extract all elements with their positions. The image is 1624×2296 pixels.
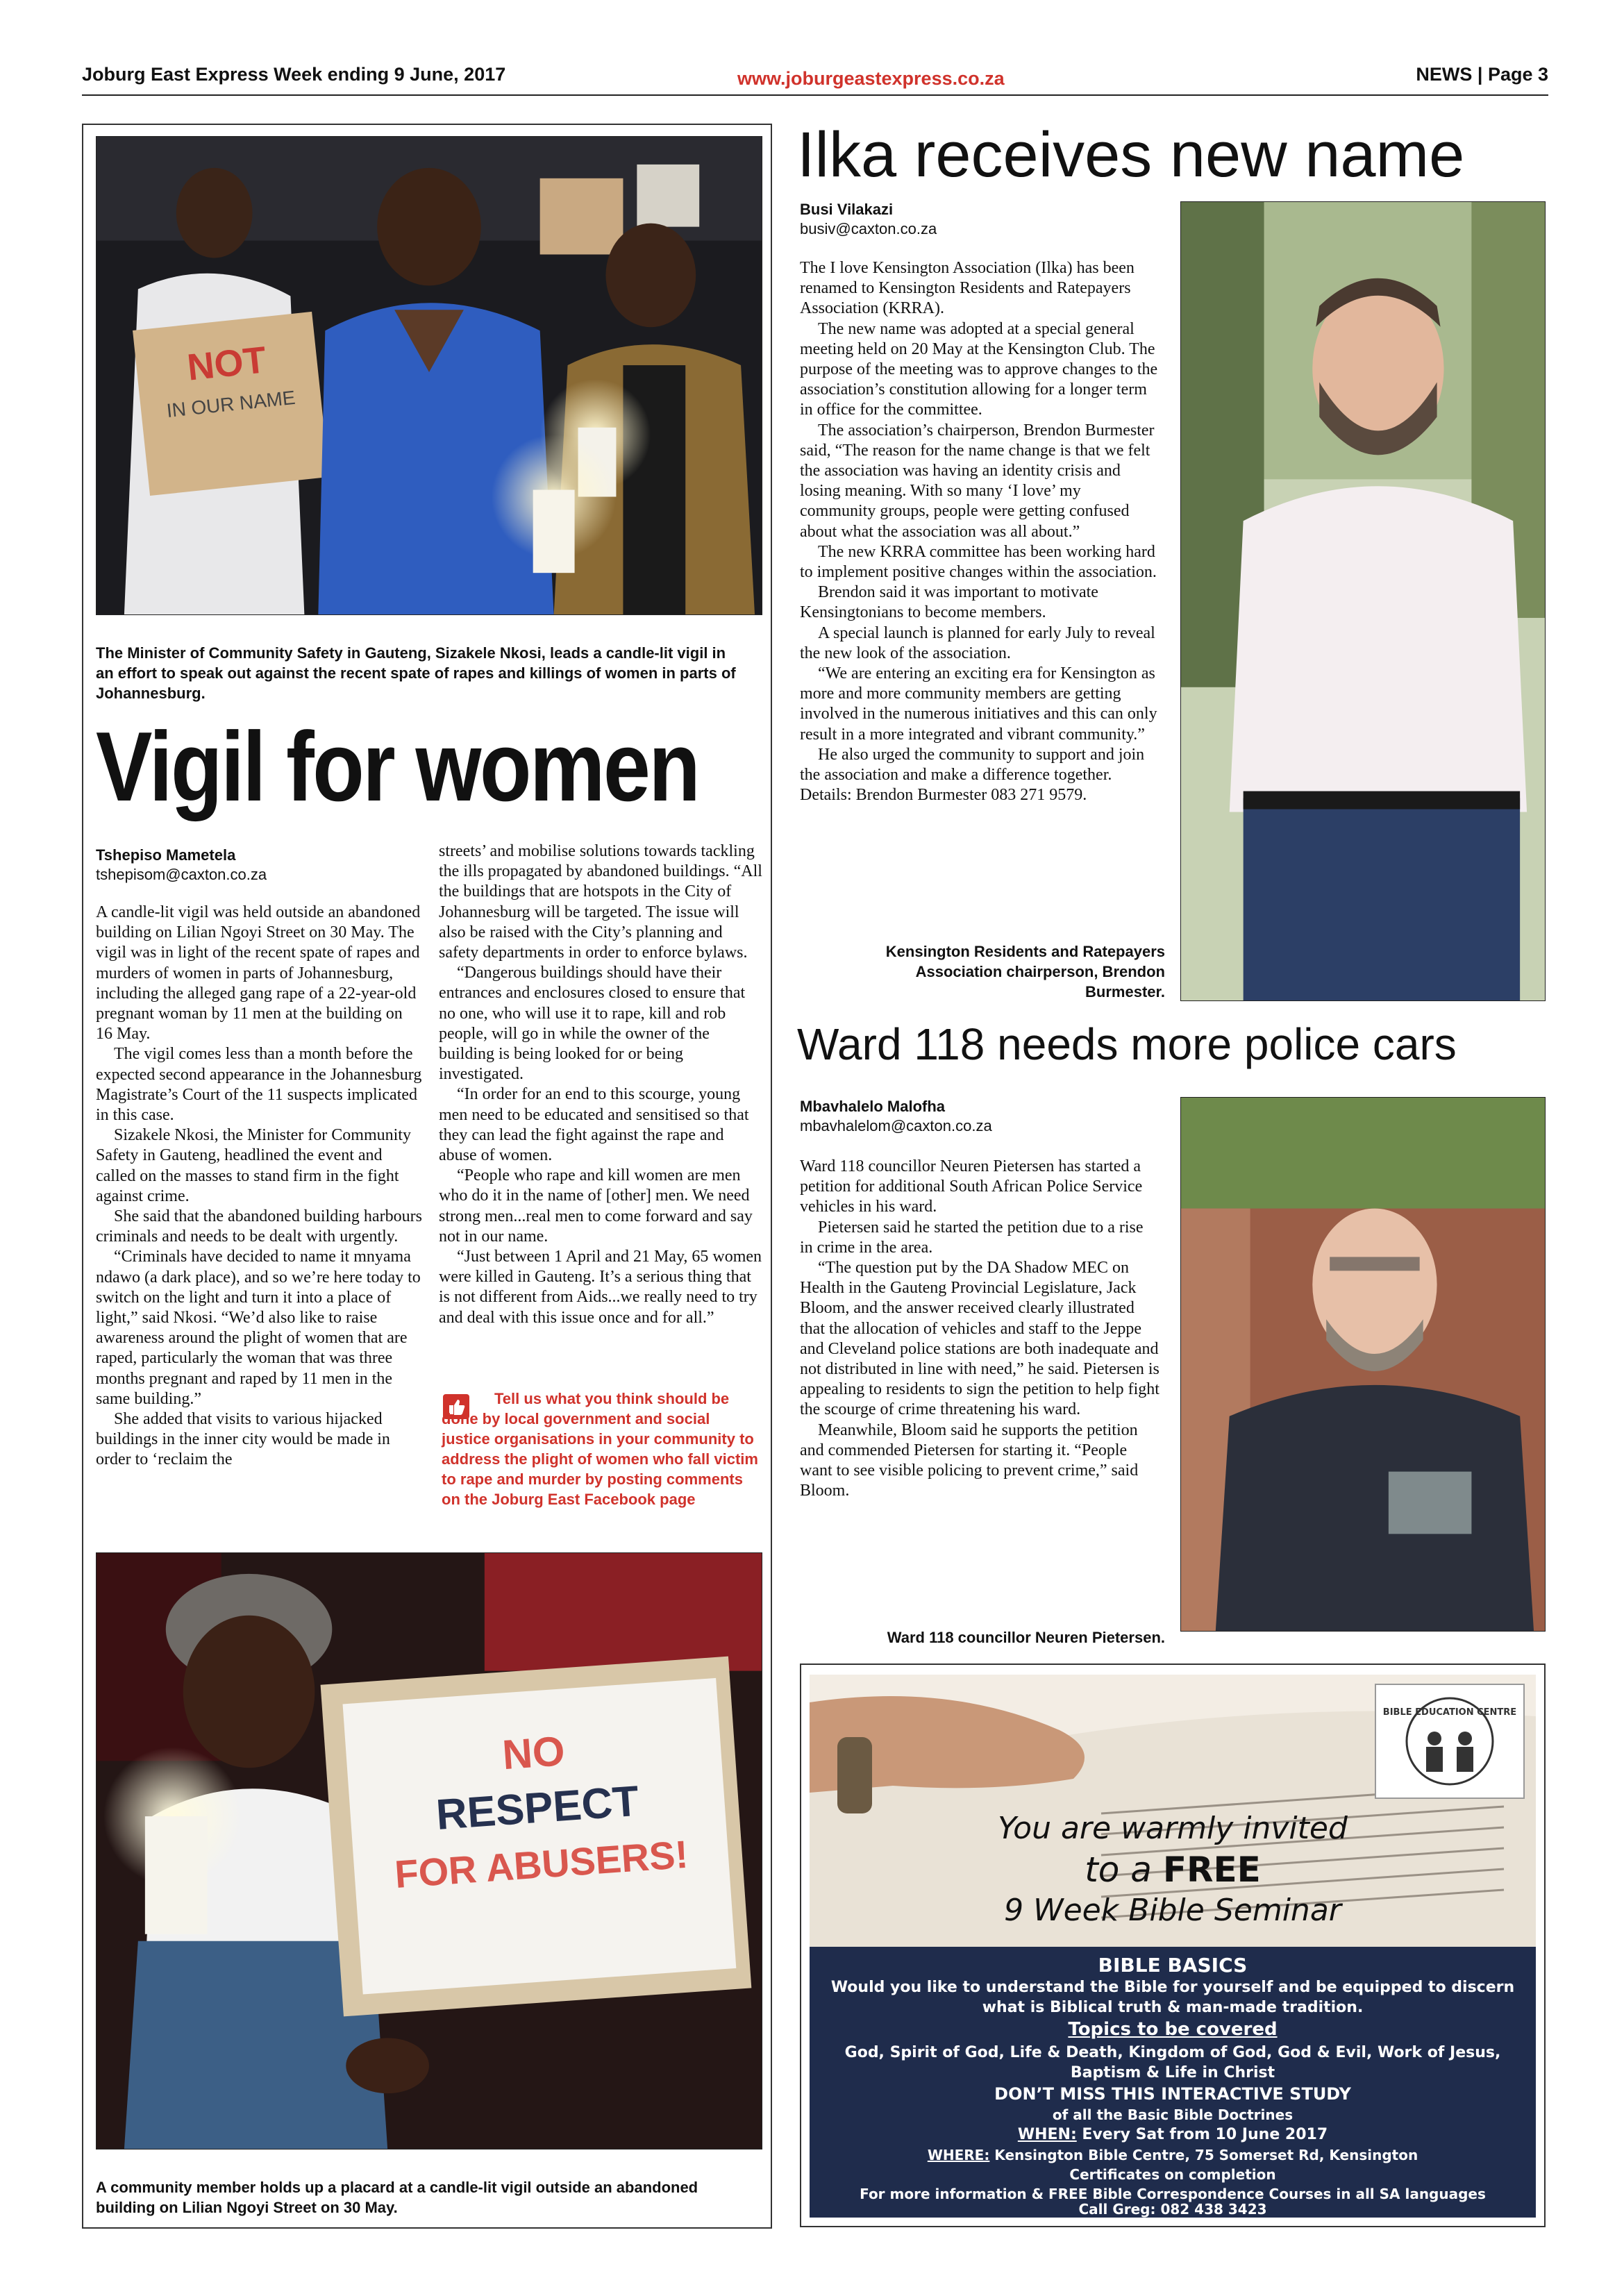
advert-topics: God, Spirit of God, Life & Death, Kingdom of God, God & Evil, Work of Jesus, Baptism & Life in Christ	[844, 2044, 1501, 2081]
facebook-call-to-action[interactable]: Tell us what you think should be done by local government and social justice organisations in your community to address the plight of women who fall victim to rape and murder by posting comments on the Joburg East Facebook page	[442, 1390, 758, 1508]
advert-dont-miss: DON’T MISS THIS INTERACTIVE STUDY	[994, 2084, 1351, 2104]
vigil-photo-bottom-caption: A community member holds up a placard at a candle-lit vigil outside an abandoned building on Lilian Ngoyi Street on 30 May.	[96, 2179, 698, 2216]
vigil-photo-top	[96, 136, 762, 615]
ilka-photo-burmester	[1180, 201, 1546, 1001]
vigil-paragraph: streets’ and mobilise solutions towards tackling the ills propagated by abandoned buildings. “All the buildings that are hotspots in the City of Johannesburg will be targeted. The issue will also be raised with the City’s planning and safety departments in order to enforce bylaws.	[439, 842, 762, 962]
ward-photo-pietersen	[1180, 1097, 1546, 1632]
advert-where	[810, 2147, 1536, 2163]
ilka-headline: Ilka receives new name	[797, 119, 1465, 190]
advert-when-label: WHEN:	[1017, 2126, 1077, 2143]
ilka-paragraph: The new name was adopted at a special general meeting held on 20 May at the Kensington Club. The purpose of the meeting was to approve changes to the association’s constitution allowing for a longer term in office for the committee.	[800, 319, 1158, 419]
vigil-author-email[interactable]: tshepisom@caxton.co.za	[96, 866, 267, 883]
ward-headline: Ward 118 needs more police cars	[797, 1019, 1457, 1069]
ilka-body	[800, 258, 1160, 805]
advert-logo-text: BIBLE EDUCATION CENTRE	[1382, 1707, 1517, 1718]
vigil-photo-top-caption: The Minister of Community Safety in Gauteng, Sizakele Nkosi, leads a candle-lit vigil in an effort to speak out against the recent spate of rapes and killings of women in parts of Johannesburg.	[96, 644, 736, 702]
advert-invite-line-1: You are warmly invited	[998, 1811, 1348, 1846]
ilka-paragraph: He also urged the community to support and join the association and make a difference together.	[800, 745, 1145, 785]
ilka-paragraph: The I love Kensington Association (Ilka) has been renamed to Kensington Residents and Ratepayers Association (KRRA).	[800, 259, 1135, 318]
ward-paragraph: Pietersen said he started the petition due to a rise in crime in the area.	[800, 1218, 1144, 1257]
advert-panel	[810, 1675, 1536, 2218]
vigil-paragraph: “People who rape and kill women are men who do it in the name of [other] men. We need strong men...real men to come forward and say not in our name.	[439, 1166, 753, 1246]
vigil-paragraph: The vigil comes less than a month before the expected second appearance in the Johannesburg Magistrate’s Court of the 11 suspects implicated in this case.	[96, 1045, 422, 1125]
advert-title: BIBLE BASICS	[1098, 1954, 1248, 1977]
advert-lead: Would you like to understand the Bible for yourself and be equipped to discern what is Biblical truth & man-made tradition.	[830, 1979, 1515, 2016]
website-url[interactable]: www.joburgeastexpress.co.za	[737, 68, 1005, 89]
ilka-author: Busi Vilakazi	[800, 201, 894, 218]
vigil-paragraph: She added that visits to various hijacked buildings in the inner city would be made in order to ‘reclaim the	[96, 1410, 390, 1469]
sign-in-our-name-text: IN OUR NAME	[165, 386, 296, 422]
masthead-date: Joburg East Express Week ending 9 June, 2017	[82, 64, 506, 85]
advert-invite-to-a: to a	[1085, 1850, 1163, 1890]
vigil-headline: Vigil for women	[96, 712, 699, 822]
vigil-photo-bottom	[96, 1552, 762, 2150]
vigil-paragraph: “Just between 1 April and 21 May, 65 women were killed in Gauteng. It’s a serious thing that is not different from Aids...we really need to try and deal with this issue once and for all.”	[439, 1248, 762, 1327]
vigil-paragraph: Sizakele Nkosi, the Minister for Community Safety in Gauteng, headlined the event and called on the masses to stand firm in the fight against crime.	[96, 1126, 411, 1205]
advert-where-value: Kensington Bible Centre, 75 Somerset Rd, Kensington	[989, 2147, 1418, 2163]
advert-where-label: WHERE:	[927, 2147, 990, 2163]
ward-paragraph: Ward 118 councillor Neuren Pietersen has started a petition for additional South African Police Service vehicles in his ward.	[800, 1157, 1143, 1216]
ward-paragraph: Meanwhile, Bloom said he supports the petition and commended Pietersen for starting it. “People want to see visible policing to prevent crime,” said Bloom.	[800, 1421, 1139, 1500]
vigil-column-1	[96, 903, 422, 1470]
ilka-paragraph: Brendon said it was important to motivate Kensingtonians to become members.	[800, 583, 1098, 622]
advert-invite-line-2	[810, 1850, 1536, 1890]
ward-photo-caption: Ward 118 councillor Neuren Pietersen.	[887, 1629, 1165, 1646]
vigil-paragraph: A candle-lit vigil was held outside an abandoned building on Lilian Ngoyi Street on 30 May. The vigil was in light of the recent spate of rapes and murders of women in parts of Johannesburg, including the alleged gang rape of a 22-year-old pregnant woman by 11 men at the building on 16 May.	[96, 903, 421, 1044]
ward-paragraph: “The question put by the DA Shadow MEC on Health in the Gauteng Provincial Legislature, Jack Bloom, and the answer received clearly illustrated that the allocation of vehicles and staff to the Jeppe and Cleveland police stations are both inadequate and not distributed in line with need,” he said. Pietersen is appealing to residents to sign the petition to help fight the scourge of crime threatening his ward.	[800, 1259, 1160, 1419]
sign-respect-text: RESPECT	[434, 1777, 641, 1839]
advert-topics-heading: Topics to be covered	[1068, 2019, 1278, 2040]
vigil-paragraph: “In order for an end to this scourge, young men need to be educated and sensitised so that they can lead the fight against the rape and abuse of women.	[439, 1085, 749, 1165]
section-page-label: NEWS | Page 3	[1416, 64, 1548, 85]
vigil-paragraph: “Criminals have decided to name it mnyama ndawo (a dark place), and so we’re here today to switch on the light and turn it into a place of light,” said Nkosi. “We’d also like to raise awareness around the plight of women that are raped, particularly the woman that was three months pregnant and raped by 11 men in the same building.”	[96, 1248, 421, 1408]
advert-call-number[interactable]: Call Greg: 082 438 3423	[1078, 2201, 1267, 2218]
vigil-author: Tshepiso Mametela	[96, 846, 236, 864]
bible-seminar-advert	[800, 1664, 1546, 2227]
advert-of-all: of all the Basic Bible Doctrines	[1052, 2106, 1294, 2123]
ilka-paragraph: The new KRRA committee has been working hard to implement positive changes within the association.	[800, 542, 1157, 582]
ilka-author-email[interactable]: busiv@caxton.co.za	[800, 220, 937, 237]
vigil-paragraph: She said that the abandoned building harbours criminals and needs to be dealt with urgently.	[96, 1207, 422, 1246]
ilka-photo-caption: Kensington Residents and Ratepayers Association chairperson, Brendon Burmester.	[885, 943, 1165, 1000]
ilka-paragraph: The association’s chairperson, Brendon Burmester said, “The reason for the name change is that we felt the association was having an identity crisis and losing meaning. With so many ‘I love’ my community groups, people were getting confused about what the association was all about.”	[800, 421, 1155, 541]
ilka-details: Details: Brendon Burmester 083 271 9579.	[800, 786, 1087, 805]
vigil-column-2	[439, 841, 765, 1328]
header-rule	[82, 94, 1548, 96]
advert-more-info: For more information & FREE Bible Correspondence Courses in all SA languages	[860, 2186, 1486, 2202]
ward-author-email[interactable]: mbavhalelom@caxton.co.za	[800, 1117, 992, 1134]
advert-invite-line-3: 9 Week Bible Seminar	[1004, 1893, 1341, 1928]
advert-when-value: Every Sat from 10 June 2017	[1076, 2126, 1328, 2143]
advert-free-text: FREE	[1162, 1850, 1261, 1890]
sign-not-text: NOT	[185, 339, 269, 389]
ilka-paragraph: A special launch is planned for early July to reveal the new look of the association.	[800, 623, 1155, 662]
sign-no-text: NO	[501, 1727, 567, 1779]
advert-certificates: Certificates on completion	[1069, 2166, 1276, 2183]
advert-when	[810, 2126, 1536, 2143]
vigil-paragraph: “Dangerous buildings should have their entrances and enclosures closed to ensure that no one, who will use it to rape, kill and rob people, will go in while the owner of the building is being looked for or being investigated.	[439, 964, 746, 1084]
ward-author: Mbavhalelo Malofha	[800, 1098, 946, 1115]
ilka-paragraph: “We are entering an exciting era for Kensington as more and more community members are getting involved in the numerous initiatives and this can only result in a more integrated and vibrant community.”	[800, 664, 1157, 744]
ward-body	[800, 1157, 1160, 1501]
sign-for-abusers-text: FOR ABUSERS!	[393, 1832, 689, 1897]
